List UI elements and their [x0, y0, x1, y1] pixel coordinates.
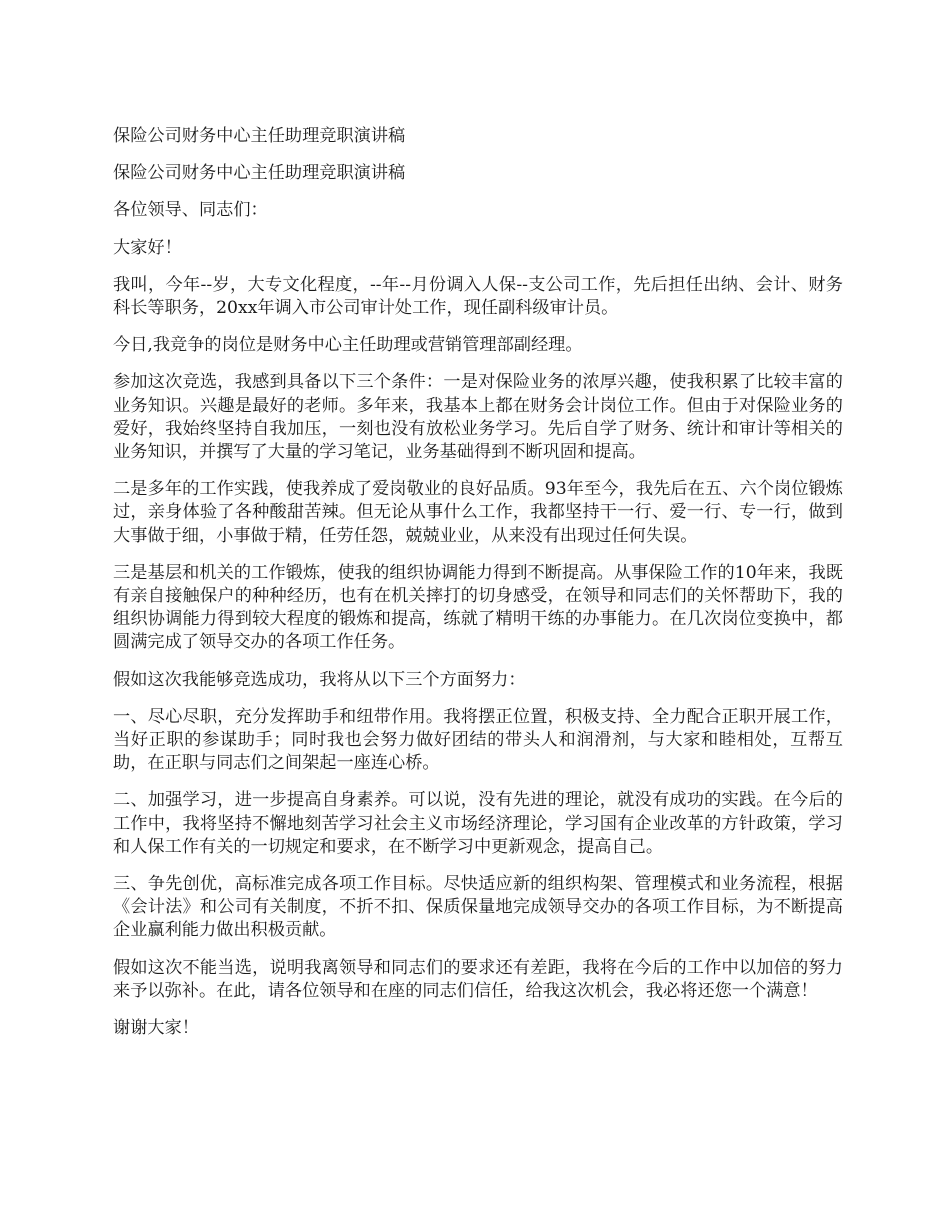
paragraph-plan-intro: 假如这次我能够竞选成功，我将从以下三个方面努力： [113, 669, 526, 690]
salutation: 各位领导、同志们： [113, 200, 268, 221]
paragraph-position: 今日,我竞争的岗位是财务中心主任助理或营销管理部副经理。 [113, 335, 583, 356]
paragraph-plan-three: 三、争先创优，高标准完成各项工作目标。尽快适应新的组织构架、管理模式和业务流程，根据《会计法》和公司有关制度，不折不扣、保质保量地完成领导交办的各项工作目标，为不断提高企业赢利能力做出积极贡献。 [113, 874, 843, 941]
paragraph-condition-three: 三是基层和机关的工作锻炼，使我的组织协调能力得到不断提高。从事保险工作的10年来，我既有亲自接触保户的种种经历，也有在机关摔打的切身感受，在领导和同志们的关怀帮助下，我的组织协调能力得到较大程度的锻炼和提高，练就了精明干练的办事能力。在几次岗位变换中，都圆满完成了领导交办的各项工作任务。 [113, 562, 843, 653]
paragraph-intro: 我叫，今年--岁，大专文化程度，--年--月份调入人保--支公司工作，先后担任出纳、会计、财务科长等职务，20xx年调入市公司审计处工作，现任副科级审计员。 [113, 274, 843, 319]
paragraph-condition-two: 二是多年的工作实践，使我养成了爱岗敬业的良好品质。93年至今，我先后在五、六个岗位锻炼过，亲身体验了各种酸甜苦辣。但无论从事什么工作，我都坚持干一行、爱一行、专一行，做到大事做于细，小事做于精，任劳任怨，兢兢业业，从来没有出现过任何失误。 [113, 479, 843, 546]
greeting: 大家好！ [113, 237, 182, 258]
document-subtitle: 保险公司财务中心主任助理竞职演讲稿 [113, 163, 406, 184]
document-title: 保险公司财务中心主任助理竞职演讲稿 [113, 126, 406, 146]
document-body [113, 125, 843, 1054]
paragraph-condition-one: 参加这次竞选，我感到具备以下三个条件：一是对保险业务的浓厚兴趣，使我积累了比较丰富的业务知识。兴趣是最好的老师。多年来，我基本上都在财务会计岗位工作。但由于对保险业务的爱好，我始终坚持自我加压，一刻也没有放松业务学习。先后自学了财务、统计和审计等相关的业务知识，并撰写了大量的学习笔记，业务基础得到不断巩固和提高。 [113, 372, 843, 463]
closing-thanks: 谢谢大家！ [113, 1018, 199, 1039]
paragraph-conclusion: 假如这次不能当选，说明我离领导和同志们的要求还有差距，我将在今后的工作中以加倍的努力来予以弥补。在此，请各位领导和在座的同志们信任，给我这次机会，我必将还您一个满意！ [113, 957, 843, 1001]
paragraph-plan-two: 二、加强学习，进一步提高自身素养。可以说，没有先进的理论，就没有成功的实践。在今后的工作中，我将坚持不懈地刻苦学习社会主义市场经济理论，学习国有企业改革的方针政策，学习和人保工作有关的一切规定和要求，在不断学习中更新观念，提高自己。 [113, 790, 843, 857]
paragraph-plan-one: 一、尽心尽职，充分发挥助手和纽带作用。我将摆正位置，积极支持、全力配合正职开展工作，当好正职的参谋助手；同时我也会努力做好团结的带头人和润滑剂，与大家和睦相处，互帮互助，在正职与同志们之间架起一座连心桥。 [113, 706, 843, 774]
